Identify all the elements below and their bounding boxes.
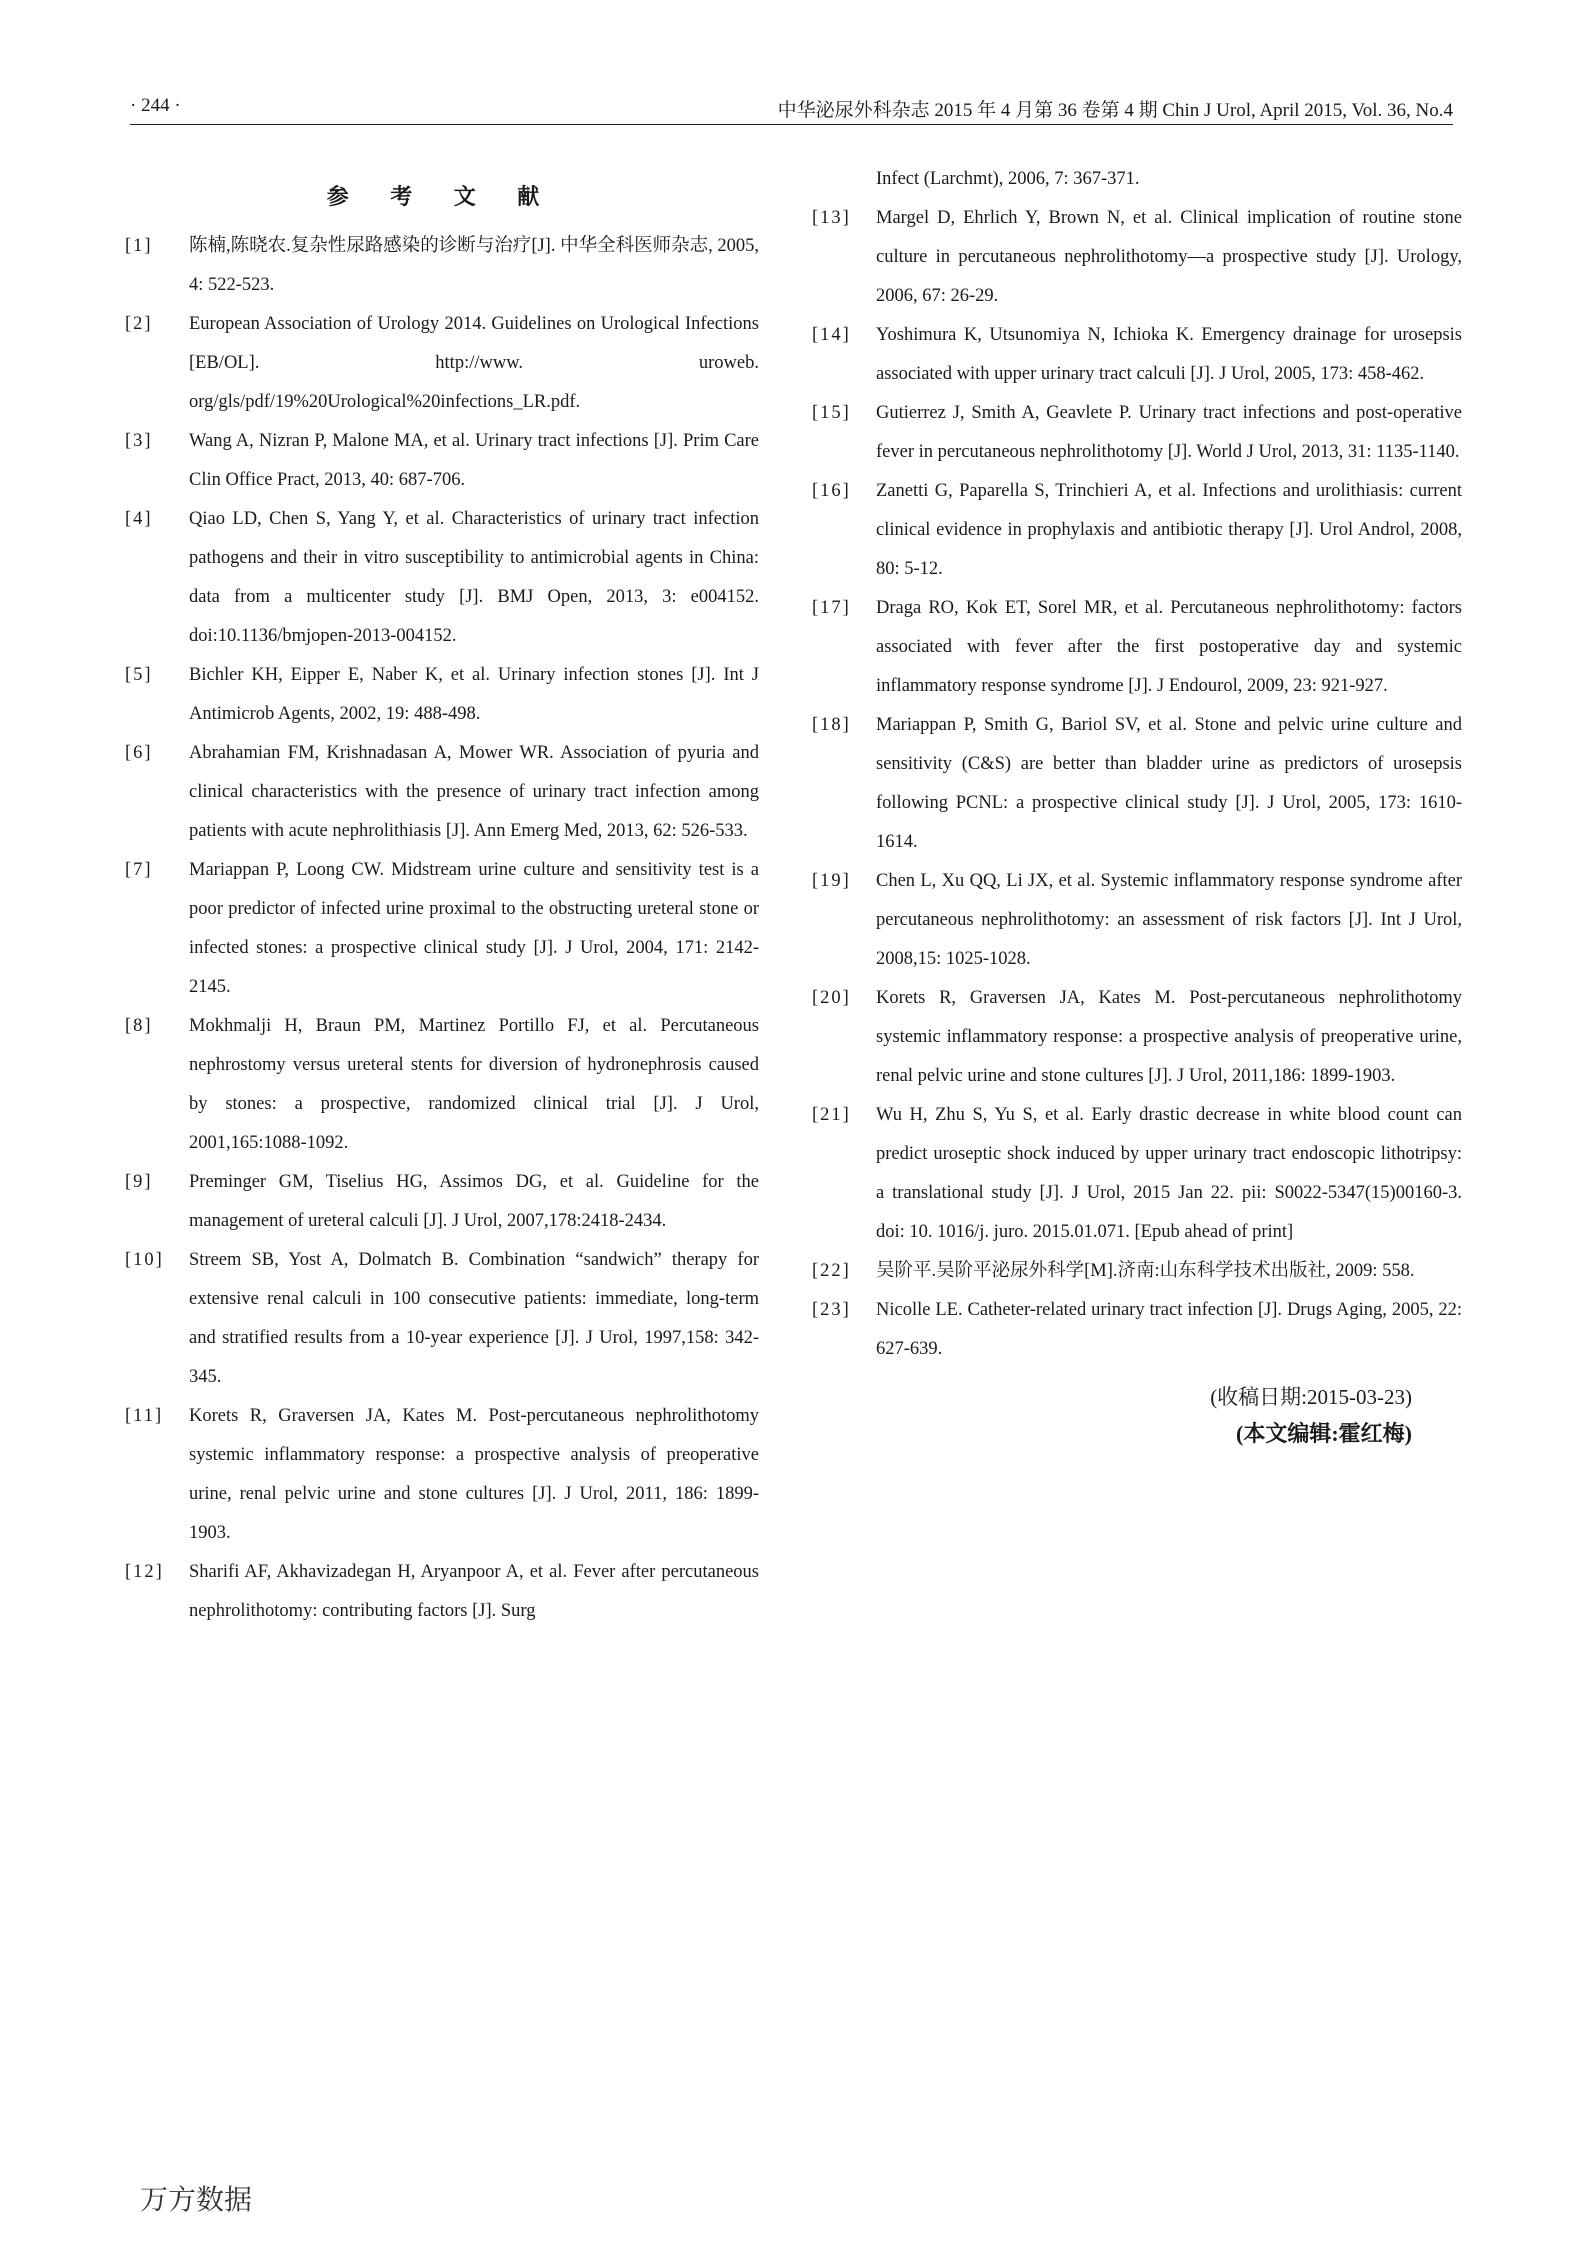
reference-text: Mariappan P, Smith G, Bariol SV, et al. Stone and pelvic urine culture and sensitivity (C&S) are better than bladder urine as predictors of urosepsis following PCNL: a prospective clinical study [J]. J Urol, 2005, 173: 1610-1614.: [876, 715, 1462, 852]
reference-text: 吴阶平.吴阶平泌尿外科学[M].济南:山东科学技术出版社, 2009: 558.: [876, 1261, 1415, 1281]
reference-item: [125, 1007, 759, 1163]
reference-text: Mariappan P, Loong CW. Midstream urine culture and sensitivity test is a poor predictor of infected urine proximal to the obstructing ureteral stone or infected stones: a prospective clinical study [J]. J Urol, 2004, 171: 2142-2145.: [189, 860, 759, 997]
right-column: [812, 160, 1462, 1453]
reference-item: [812, 862, 1462, 979]
reference-text: Korets R, Graversen JA, Kates M. Post-percutaneous nephrolithotomy systemic inflammatory response: a prospective analysis of preoperative urine, renal pelvic urine and stone cultures [J]. J Urol, 2011,186: 1899-1903.: [876, 988, 1462, 1086]
reference-item: [812, 979, 1462, 1096]
reference-number: [21]: [812, 1105, 851, 1125]
reference-text: Mokhmalji H, Braun PM, Martinez Portillo FJ, et al. Percutaneous nephrostomy versus ureteral stents for diversion of hydronephrosis caused by stones: a prospective, randomized clinical trial [J]. J Urol, 2001,165:1088-1092.: [189, 1016, 759, 1153]
reference-number: [3]: [125, 431, 153, 451]
reference-continuation: [812, 160, 1462, 199]
reference-text: European Association of Urology 2014. Guidelines on Urological Infections [EB/OL]. http://www. uroweb. org/gls/pdf/19%20Urological%20infections_LR.pdf.: [189, 314, 759, 412]
reference-item: [125, 227, 759, 305]
reference-text: Draga RO, Kok ET, Sorel MR, et al. Percutaneous nephrolithotomy: factors associated with fever after the first postoperative day and systemic inflammatory response syndrome [J]. J Endourol, 2009, 23: 921-927.: [876, 598, 1462, 696]
reference-list-right: [812, 199, 1462, 1369]
reference-item: [125, 305, 759, 422]
reference-number: [23]: [812, 1300, 851, 1320]
reference-text: Preminger GM, Tiselius HG, Assimos DG, et al. Guideline for the management of ureteral calculi [J]. J Urol, 2007,178:2418-2434.: [189, 1172, 759, 1231]
reference-number: [13]: [812, 208, 851, 228]
reference-item: [812, 1252, 1462, 1291]
reference-number: [22]: [812, 1261, 851, 1281]
reference-text: Korets R, Graversen JA, Kates M. Post-percutaneous nephrolithotomy systemic inflammatory response: a prospective analysis of preoperative urine, renal pelvic urine and stone cultures [J]. J Urol, 2011, 186: 1899-1903.: [189, 1406, 759, 1543]
reference-number: [19]: [812, 871, 851, 891]
reference-item: [812, 1291, 1462, 1369]
reference-item: [812, 316, 1462, 394]
reference-item: [125, 422, 759, 500]
watermark: 万方数据: [140, 2183, 253, 2216]
reference-item: [125, 500, 759, 656]
reference-text: Abrahamian FM, Krishnadasan A, Mower WR. Association of pyuria and clinical characteristics with the presence of urinary tract infection among patients with acute nephrolithiasis [J]. Ann Emerg Med, 2013, 62: 526-533.: [189, 743, 759, 841]
reference-number: [5]: [125, 665, 153, 685]
page-number: · 244 ·: [130, 95, 181, 116]
page-header: [130, 95, 1453, 123]
reference-number: [17]: [812, 598, 851, 618]
reference-item: [812, 472, 1462, 589]
reference-number: [11]: [125, 1406, 164, 1426]
reference-text: Qiao LD, Chen S, Yang Y, et al. Characteristics of urinary tract infection pathogens and their in vitro susceptibility to antimicrobial agents in China: data from a multicenter study [J]. BMJ Open, 2013, 3: e004152. doi:10.1136/bmjopen-2013-004152.: [189, 509, 759, 646]
reference-number: [4]: [125, 509, 153, 529]
reference-item: [812, 199, 1462, 316]
reference-text: Infect (Larchmt), 2006, 7: 367-371.: [876, 169, 1140, 189]
section-title: 参 考 文 献: [326, 184, 558, 209]
reference-text: Gutierrez J, Smith A, Geavlete P. Urinary tract infections and post-operative fever in percutaneous nephrolithotomy [J]. World J Urol, 2013, 31: 1135-1140.: [876, 403, 1462, 462]
reference-number: [10]: [125, 1250, 164, 1270]
header-rule: [130, 124, 1453, 125]
reference-number: [1]: [125, 236, 153, 256]
reference-item: [125, 851, 759, 1007]
reference-number: [8]: [125, 1016, 153, 1036]
reference-item: [125, 1163, 759, 1241]
reference-number: [18]: [812, 715, 851, 735]
reference-text: Streem SB, Yost A, Dolmatch B. Combination “sandwich” therapy for extensive renal calculi in 100 consecutive patients: immediate, long-term and stratified results from a 10-year experience [J]. J Urol, 1997,158: 342-345.: [189, 1250, 759, 1387]
reference-item: [125, 656, 759, 734]
reference-text: Zanetti G, Paparella S, Trinchieri A, et al. Infections and urolithiasis: current clinical evidence in prophylaxis and antibiotic therapy [J]. Urol Androl, 2008, 80: 5-12.: [876, 481, 1462, 579]
reference-text: Bichler KH, Eipper E, Naber K, et al. Urinary infection stones [J]. Int J Antimicrob Agents, 2002, 19: 488-498.: [189, 665, 759, 724]
reference-number: [15]: [812, 403, 851, 423]
reference-number: [2]: [125, 314, 153, 334]
reference-number: [6]: [125, 743, 153, 763]
reference-item: [812, 706, 1462, 862]
reference-number: [14]: [812, 325, 851, 345]
reference-item: [812, 394, 1462, 472]
reference-text: Sharifi AF, Akhavizadegan H, Aryanpoor A, et al. Fever after percutaneous nephrolithotomy: contributing factors [J]. Surg: [189, 1562, 759, 1621]
reference-item: [125, 1241, 759, 1397]
reference-text: Margel D, Ehrlich Y, Brown N, et al. Clinical implication of routine stone culture in percutaneous nephrolithotomy—a prospective study [J]. Urology, 2006, 67: 26-29.: [876, 208, 1462, 306]
journal-citation: 中华泌尿外科杂志 2015 年 4 月第 36 卷第 4 期 Chin J Urol, April 2015, Vol. 36, No.4: [777, 100, 1453, 121]
reference-text: Wu H, Zhu S, Yu S, et al. Early drastic decrease in white blood count can predict uroseptic shock induced by upper urinary tract endoscopic lithotripsy: a translational study [J]. J Urol, 2015 Jan 22. pii: S0022-5347(15)00160-3. doi: 10. 1016/j. juro. 2015.01.071. [Epub ahead of print]: [876, 1105, 1462, 1242]
reference-item: [125, 1397, 759, 1553]
reference-number: [12]: [125, 1562, 164, 1582]
reference-number: [20]: [812, 988, 851, 1008]
reference-item: [125, 734, 759, 851]
reference-text: Nicolle LE. Catheter-related urinary tract infection [J]. Drugs Aging, 2005, 22: 627-639.: [876, 1300, 1462, 1359]
reference-number: [16]: [812, 481, 851, 501]
reference-number: [7]: [125, 860, 153, 880]
reference-text: 陈楠,陈晓农.复杂性尿路感染的诊断与治疗[J]. 中华全科医师杂志, 2005, 4: 522-523.: [189, 236, 759, 295]
reference-text: Chen L, Xu QQ, Li JX, et al. Systemic inflammatory response syndrome after percutaneous nephrolithotomy: an assessment of risk factors [J]. Int J Urol, 2008,15: 1025-1028.: [876, 871, 1462, 969]
reference-number: [9]: [125, 1172, 153, 1192]
left-column: [125, 160, 759, 1631]
received-date: (收稿日期:2015-03-23): [1210, 1385, 1412, 1409]
reference-item: [125, 1553, 759, 1631]
reference-list-left: [125, 227, 759, 1631]
reference-item: [812, 1096, 1462, 1252]
editor-note: (本文编辑:霍红梅): [1236, 1421, 1412, 1446]
reference-text: Wang A, Nizran P, Malone MA, et al. Urinary tract infections [J]. Prim Care Clin Office Pract, 2013, 40: 687-706.: [189, 431, 759, 490]
reference-item: [812, 589, 1462, 706]
reference-text: Yoshimura K, Utsunomiya N, Ichioka K. Emergency drainage for urosepsis associated with upper urinary tract calculi [J]. J Urol, 2005, 173: 458-462.: [876, 325, 1462, 384]
